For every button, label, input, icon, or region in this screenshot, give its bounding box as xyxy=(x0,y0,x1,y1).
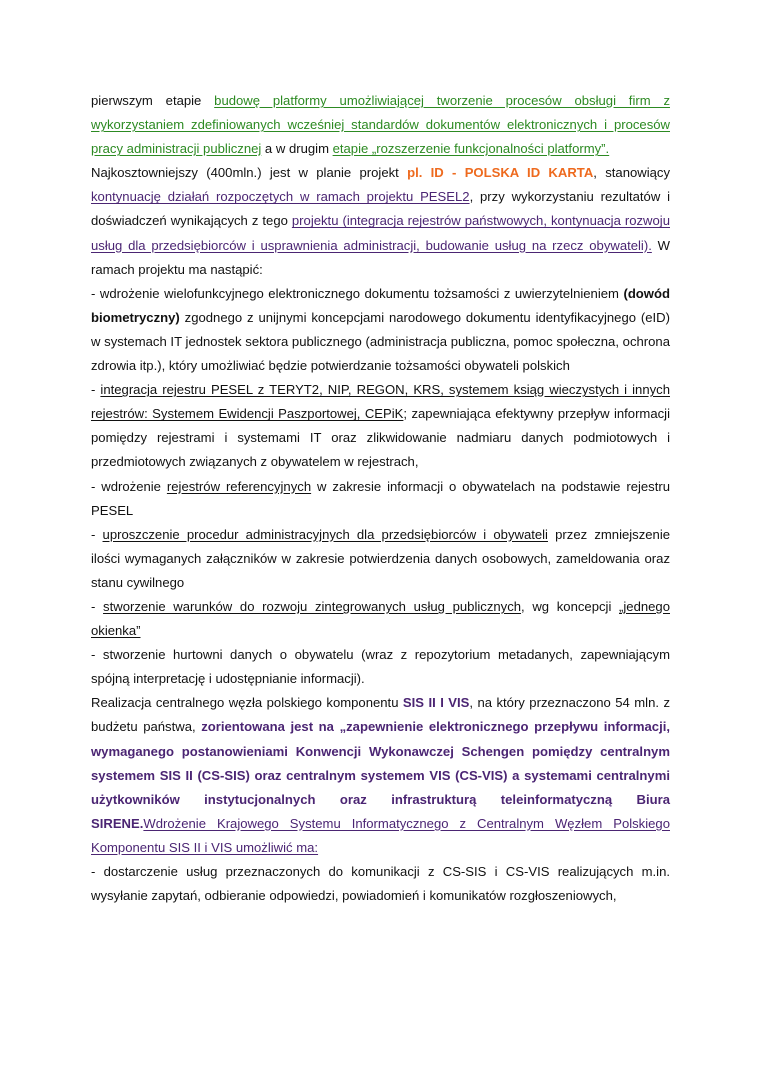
bold-sis-vis: SIS II I VIS xyxy=(402,695,470,711)
text-run: zgodnego z unijnymi koncepcjami narodowego dokumentu identyfikacyjnego (eID) w systemach IT jednostek sektora publicznego (administracja publiczna, pomoc społeczna, ochrona zdrowia itp.), który umożliwiać będzie potwierdzanie tożsamości obywateli polskich xyxy=(91,309,670,374)
text-run: , wg koncepcji xyxy=(521,598,620,614)
paragraph-pl-id-project xyxy=(91,161,670,281)
text-run: a w drugim xyxy=(261,141,333,157)
text-run: - xyxy=(91,382,101,398)
text-run: - dostarczenie usług przeznaczonych do komunikacji z CS-SIS i CS-VIS realizujących m.in. wysyłanie zapytań, odbieranie odpowiedzi, powiadomień i komunikatów rozgłoszeniowych, xyxy=(91,864,670,904)
text-run: - wdrożenie wielofunkcyjnego elektronicznego dokumentu tożsamości z uwierzytelnieniem xyxy=(91,285,624,301)
list-item-biometric-id xyxy=(91,282,670,378)
link-pesel2-continuation[interactable]: kontynuację działań rozpoczętych w ramach projektu PESEL2 xyxy=(91,189,470,205)
list-item-public-services xyxy=(91,595,670,643)
document-page xyxy=(91,89,670,908)
underlined-one-window: „jednego okienka” xyxy=(91,598,670,639)
link-platform-build[interactable]: budowę platformy umożliwiającej tworzenie procesów obsługi firm z wykorzystaniem zdefiniowanych wcześniej standardów dokumentów elektronicznych i procesów pracy administracji publicznej xyxy=(91,93,670,157)
text-run: - xyxy=(91,598,104,614)
paragraph-sis-vis xyxy=(91,691,670,860)
project-name-highlight: pl. ID - POLSKA ID KARTA xyxy=(407,165,594,181)
text-run: ; zapewniająca efektywny przepływ informacji pomiędzy rejestrami i systemami IT oraz zlikwidowanie nadmiaru danych podmiotowych i przedmiotowych związanych z obywatelem w rejestrach, xyxy=(91,406,670,470)
text-run: - wdrożenie xyxy=(91,478,167,494)
underlined-public-services: stworzenie warunków do rozwoju zintegrowanych usług publicznych xyxy=(103,598,522,614)
text-run: , przy wykorzystaniu rezultatów i doświadczeń wynikających z tego xyxy=(91,189,670,229)
text-run: w zakresie informacji o obywatelach na podstawie rejestru PESEL xyxy=(91,478,671,518)
bold-biometric: (dowód biometryczny) xyxy=(91,285,670,325)
text-run: W ramach projektu ma nastąpić: xyxy=(91,237,670,277)
text-run: Najkosztowniejszy (400mln.) jest w planie projekt xyxy=(91,165,408,181)
text-run: , stanowiący xyxy=(593,165,670,181)
text-run: - xyxy=(91,526,103,542)
list-item-data-warehouse xyxy=(91,643,670,691)
list-item-reference-registers xyxy=(91,475,670,523)
list-item-register-integration xyxy=(91,378,670,474)
paragraph-platform-stages xyxy=(91,89,670,161)
bold-sis-vis-purpose: zorientowana jest na „zapewnienie elektronicznego przepływu informacji, wymaganego postanowieniami Konwencji Wykonawczej Schengen pomiędzy centralnym systemem SIS II (CS-SIS) oraz centralnym systemem VIS (CS-VIS) a systemami centralnymi użytkowników instytucjonalnych oraz infrastrukturą teleinformatyczną Biura SIRENE. xyxy=(91,719,670,831)
list-item-communication-services xyxy=(91,860,670,908)
text-run: Realizacja centralnego węzła polskiego komponentu xyxy=(91,695,403,711)
text-run: - stworzenie hurtowni danych o obywatelu (wraz z repozytorium metadanych, zapewniającym spójną interpretację i udostępnianie informacji). xyxy=(91,647,670,687)
underlined-simplify-procedures: uproszczenie procedur administracyjnych dla przedsiębiorców i obywateli xyxy=(102,526,548,542)
link-national-system[interactable]: Wdrożenie Krajowego Systemu Informatycznego z Centralnym Węzłem Polskiego Komponentu SIS II i VIS umożliwić ma: xyxy=(91,815,670,855)
text-run: przez zmniejszenie ilości wymaganych załączników w zakresie potwierdzenia danych osobowych, zameldowania oraz stanu cywilnego xyxy=(91,526,671,590)
link-project-integration[interactable]: projektu (integracja rejestrów państwowych, kontynuacja rozwoju usług dla przedsiębiorców i usprawnienia administracji, budowanie usług na rzecz obywateli). xyxy=(91,213,670,253)
text-run: , na który przeznaczono 54 mln. z budżetu państwa, xyxy=(91,695,670,735)
underlined-register-integration: integracja rejestru PESEL z TERYT2, NIP, REGON, KRS, systemem ksiąg wieczystych i innych rejestrów: Systemem Ewidencji Paszportowej, CEPiK xyxy=(91,382,670,422)
underlined-reference-registers: rejestrów referencyjnych xyxy=(166,478,312,494)
link-platform-extension[interactable]: etapie „rozszerzenie funkcjonalności platformy”. xyxy=(332,141,610,157)
list-item-simplify-procedures xyxy=(91,523,670,595)
text-run: pierwszym etapie xyxy=(91,93,215,108)
